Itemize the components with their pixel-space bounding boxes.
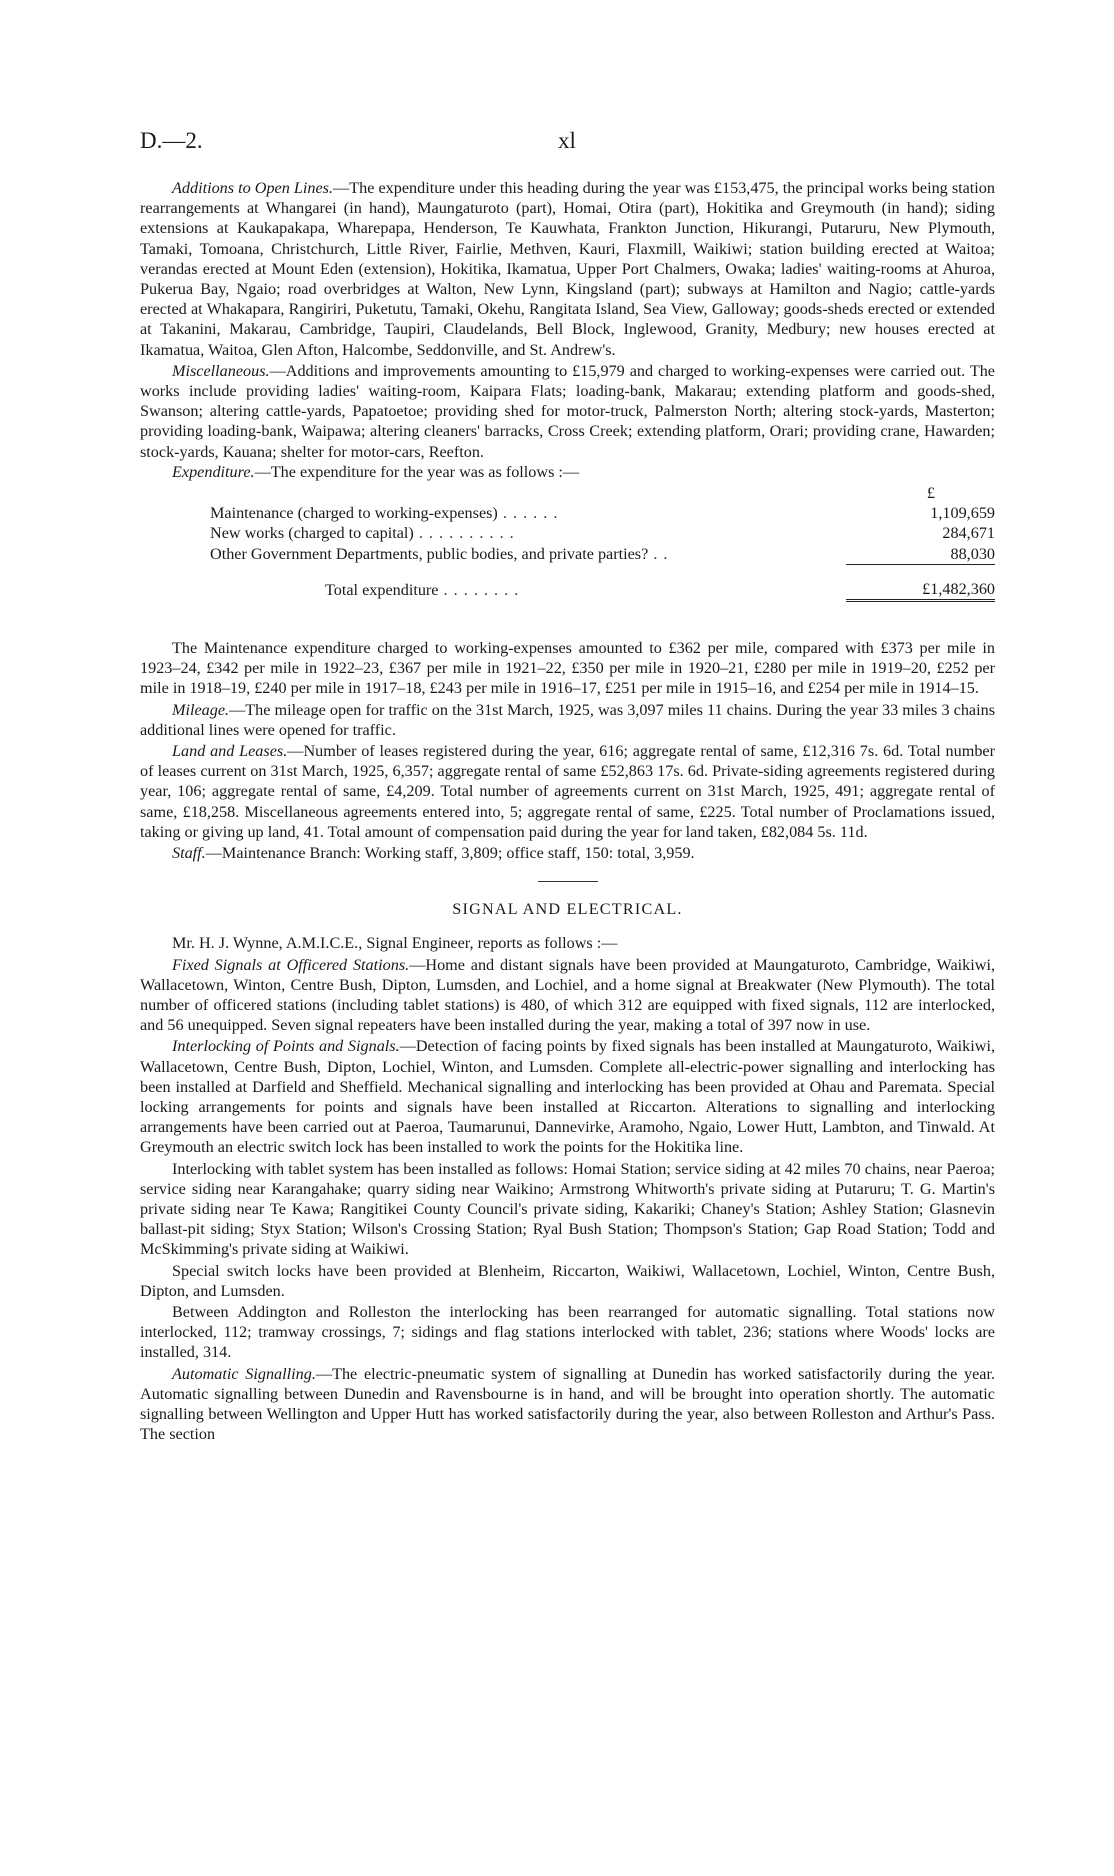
- table-row: [210, 544, 995, 565]
- paragraph-text: —Home and distant signals have been provided at Maungaturoto, Cambridge, Waikiwi, Wallacetown, Winton, Centre Bush, Dipton, Lumsden, and Lochiel, and a home signal at Breakwater (New Plymouth). The total number of officered stations (including tablet stations) is 480, of which 312 are equipped with fixed signals, 112 are interlocked, and 56 unequipped. Seven signal repeaters have been installed during the year, making a total of 397 now in use.: [140, 955, 996, 1035]
- paragraph-text: The Maintenance expenditure charged to working-expenses amounted to £362 per mile, compared with £373 per mile in 1923–24, £342 per mile in 1922–23, £367 per mile in 1921–22, £350 per mile in 1920–21, £280 per mile in 1919–20, £252 per mile in 1918–19, £240 per mile in 1917–18, £243 per mile in 1916–17, £251 per mile in 1915–16, and £254 per mile in 1914–15.: [140, 639, 995, 698]
- paragraph-text: —Number of leases registered during the year, 616; aggregate rental of same, £12,316 7s. 6d. Total number of leases current on 31st March, 1925, 6,357; aggregate rental of same £52,863 17s. 6d. Private-siding agreements registered during year, 106; aggregate rental of same, £4,209. Total number of agreements current on 31st March, 1925, 491; aggregate rental of same, £18,258. Miscellaneous agreements entered into, 5; aggregate rental of same, £225. Total number of Proclamations issued, taking or giving up land, 41. Total amount of compensation paid during the year for land taken, £82,084 5s. 11d.: [140, 742, 995, 841]
- paragraph-lead: Fixed Signals at Officered Stations.: [172, 955, 410, 974]
- paragraph-automatic-signalling: [140, 1364, 995, 1445]
- table-row: [210, 503, 995, 523]
- section-divider: [538, 881, 598, 882]
- total-row: [210, 579, 995, 601]
- expenditure-table: [210, 483, 995, 602]
- expenditure-heading: [140, 462, 995, 482]
- document-page: [140, 118, 995, 1444]
- paragraph-text: —The mileage open for traffic on the 31st March, 1925, was 3,097 miles 11 chains. During the year 33 miles 3 chains additional lines were opened for traffic.: [140, 700, 995, 739]
- paragraph-lead: Additions to Open Lines.: [172, 179, 334, 197]
- section-intro: Mr. H. J. Wynne, A.M.I.C.E., Signal Engineer, reports as follows :—: [172, 934, 618, 953]
- leader-dots: . . . . . .: [497, 504, 559, 523]
- paragraph-text: —Detection of facing points by fixed signals has been installed at Maungaturoto, Waikiwi, Wallacetown, Centre Bush, Dipton, Lochiel, Winton, and Lumsden. Complete all-electric-power signalling and interlocking has been installed at Darfield and Sheffield. Mechanical signalling and interlocking has been provided at Ohau and Paremata. Special locking arrangements for points and signals have been installed at Riccarton. Alterations to signalling and interlocking arrangements have been carried out at Paeroa, Taumarunui, Dannevirke, Aramoho, Ngaio, Lower Hutt, Lambton, and Tinwald. At Greymouth an electric switch lock has been installed to work the points for the Hokitika line.: [140, 1037, 995, 1157]
- paragraph-lead: Land and Leases.: [172, 742, 288, 761]
- row-amount: 1,109,659: [930, 504, 995, 523]
- row-label: Other Government Departments, public bodies, and private parties?: [210, 545, 649, 564]
- paragraph-text: Between Addington and Rolleston the interlocking has been rearranged for automatic signalling. Total stations now interlocked, 112; tramway crossings, 7; sidings and flag stations interlocked with tablet, 236; stations where Woods' locks are installed, 314.: [140, 1302, 995, 1362]
- paragraph-text: Special switch locks have been provided at Blenheim, Riccarton, Waikiwi, Wallacetown, Lochiel, Winton, Centre Bush, Dipton, and Lumsden.: [140, 1261, 995, 1300]
- paragraph-staff: [140, 843, 995, 863]
- row-label: Maintenance (charged to working-expenses): [210, 504, 498, 523]
- paragraph-maintenance-cost: [140, 638, 995, 699]
- paragraph-lead: Miscellaneous.: [172, 361, 270, 380]
- table-row: [210, 523, 995, 543]
- paragraph-text: —The expenditure for the year was as follows :—: [254, 462, 580, 481]
- paragraph-lead: Expenditure.: [172, 462, 255, 481]
- paragraph-mileage: [140, 700, 995, 740]
- table-header-row: [210, 483, 995, 503]
- paragraph-text: —Additions and improvements amounting to £15,979 and charged to working-expenses were carried out. The works include providing ladies' waiting-room, Kaipara Flats; loading-bank, Makarau; extending platform and goods-shed, Swanson; altering cattle-yards, Papatoetoe; providing shed for motor-truck, Palmerston North; altering stock-yards, Masterton; providing loading-bank, Waipawa; altering cleaners' barracks, Cross Creek; extending platform, Orari; providing crane, Hawarden; stock-yards, Kauana; shelter for motor-cars, Reefton.: [140, 361, 995, 461]
- document-reference: D.—2.: [140, 128, 203, 153]
- row-amount: 88,030: [846, 544, 995, 565]
- leader-dots: . . . . . . . .: [438, 581, 520, 600]
- paragraph-addington-rolleston: [140, 1302, 995, 1363]
- paragraph-lead: Interlocking of Points and Signals.: [172, 1037, 400, 1056]
- paragraph-lead: Automatic Signalling.: [172, 1364, 316, 1383]
- row-amount: 284,671: [942, 524, 995, 543]
- paragraph-text: —Maintenance Branch: Working staff, 3,809; office staff, 150: total, 3,959.: [205, 844, 695, 863]
- section-title: SIGNAL AND ELECTRICAL.: [452, 900, 683, 919]
- paragraph-lead: Mileage.: [172, 700, 230, 719]
- currency-unit: £: [926, 484, 935, 503]
- total-amount: £1,482,360: [846, 579, 995, 601]
- paragraph-interlocking: [140, 1036, 995, 1157]
- paragraph-miscellaneous: [140, 361, 995, 462]
- leader-dots: . .: [648, 545, 669, 564]
- paragraph-land-leases: [140, 741, 995, 842]
- paragraph-fixed-signals: [140, 955, 995, 1036]
- leader-dots: . . . . . . . . . .: [413, 524, 515, 543]
- paragraph-tablet-system: [140, 1159, 995, 1260]
- paragraph-lead: Staff.: [172, 844, 206, 863]
- row-label: New works (charged to capital): [210, 524, 414, 543]
- paragraph-text: Interlocking with tablet system has been installed as follows: Homai Station; service siding at 42 miles 70 chains, near Paeroa; service siding near Karangahake; quarry siding near Waikino; Armstrong Whitworth's private siding at Putaruru; T. G. Martin's private siding near Te Kawa; Rangitikei County Council's private siding, Kakariki; Chaney's Station; Ashley Station; Glasnevin ballast-pit siding; Styx Station; Wilson's Crossing Station; Ryal Bush Station; Thompson's Station; Gap Road Station; Todd and McSkimming's private siding at Waikiwi.: [140, 1159, 995, 1259]
- paragraph-switch-locks: [140, 1261, 995, 1301]
- total-label: Total expenditure: [325, 581, 439, 600]
- paragraph-text: —The electric-pneumatic system of signalling at Dunedin has worked satisfactorily during the year. Automatic signalling between Dunedin and Ravensbourne is in hand, and will be brought into operation shortly. The automatic signalling between Wellington and Upper Hutt has worked satisfactorily during the year, also between Rolleston and Arthur's Pass. The section: [140, 1364, 995, 1444]
- paragraph-additions: [140, 178, 995, 360]
- page-header: [140, 118, 995, 178]
- page-number: xl: [558, 128, 576, 153]
- paragraph-text: —The expenditure under this heading during the year was £153,475, the principal works being station rearrangements at Whangarei (in hand), Maungaturoto (part), Homai, Otira (part), Hokitika and Greymouth (in hand); siding extensions at Kaukapakapa, Wharepapa, Henderson, Te Kauwhata, Frankton Junction, Hikurangi, Putaruru, New Plymouth, Tamaki, Tomoana, Christchurch, Little River, Fairlie, Methven, Kauri, Flaxmill, Waikiwi; station building erected at Waitoa; verandas erected at Mount Eden (extension), Hokitika, Ikamatua, Upper Port Chalmers, Owaka; ladies' waiting-rooms at Ahuroa, Pukerua Bay, Ngaio; road overbridges at Walton, New Lynn, Kingsland (part); subways at Hamilton and Nagio; cattle-yards erected at Whakapara, Rangiriri, Puketutu, Tamaki, Okehu, Rangitata Island, Sea View, Galloway; goods-sheds erected or extended at Takanini, Makarau, Cambridge, Taupiri, Claudelands, Bell Block, Inglewood, Granity, Medbury; new houses erected at Ikamatua, Waitoa, Glen Afton, Halcombe, Seddonville, and St. Andrew's.: [140, 179, 995, 359]
